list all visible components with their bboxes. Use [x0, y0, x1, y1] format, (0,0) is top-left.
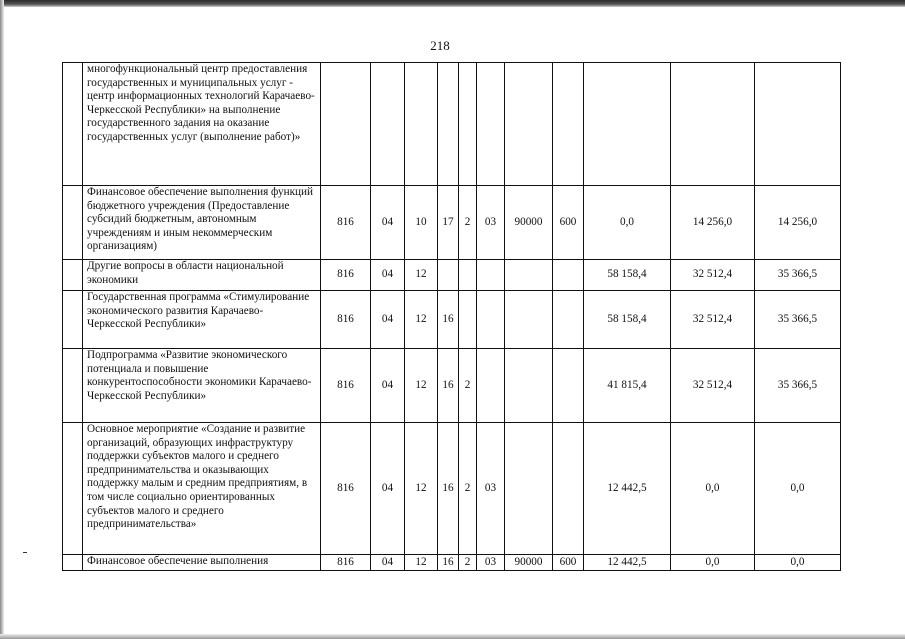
code-cell: 16 — [438, 555, 459, 571]
amount-cell: 14 256,0 — [671, 186, 755, 260]
amount-cell: 0,0 — [755, 555, 841, 571]
code-cell — [553, 291, 584, 349]
code-cell — [321, 63, 371, 186]
code-cell: 03 — [477, 555, 505, 571]
code-cell: 03 — [477, 423, 505, 555]
row-index-cell — [63, 63, 83, 186]
row-index-cell — [63, 423, 83, 555]
amount-cell — [584, 63, 671, 186]
code-cell: 04 — [371, 186, 405, 260]
code-cell — [505, 291, 553, 349]
scan-top-edge — [0, 0, 905, 7]
description-cell: Финансовое обеспечение выполнения — [83, 555, 321, 571]
amount-cell — [671, 63, 755, 186]
amount-cell: 32 512,4 — [671, 291, 755, 349]
code-cell: 16 — [438, 291, 459, 349]
code-cell: 04 — [371, 349, 405, 423]
code-cell — [477, 291, 505, 349]
code-cell: 16 — [438, 423, 459, 555]
code-cell: 04 — [371, 260, 405, 291]
code-cell: 12 — [405, 291, 438, 349]
scan-left-edge — [0, 0, 4, 639]
amount-cell: 0,0 — [755, 423, 841, 555]
page-number: 218 — [430, 38, 450, 53]
code-cell: 04 — [371, 555, 405, 571]
amount-cell: 12 442,5 — [584, 555, 671, 571]
amount-cell: 35 366,5 — [755, 260, 841, 291]
code-cell: 2 — [459, 423, 477, 555]
code-cell: 816 — [321, 349, 371, 423]
amount-cell: 35 366,5 — [755, 291, 841, 349]
table-row — [63, 63, 841, 186]
budget-table — [62, 62, 841, 571]
code-cell — [438, 63, 459, 186]
table-row — [63, 423, 841, 555]
code-cell: 04 — [371, 291, 405, 349]
description-cell: Другие вопросы в области национальной экономики — [83, 260, 321, 291]
code-cell: 2 — [459, 349, 477, 423]
code-cell: 90000 — [505, 555, 553, 571]
description-cell: Государственная программа «Стимулирование экономического развития Карачаево-Черкесской Республики» — [83, 291, 321, 349]
code-cell: 16 — [438, 349, 459, 423]
code-cell — [477, 63, 505, 186]
code-cell — [553, 349, 584, 423]
row-index-cell — [63, 186, 83, 260]
amount-cell — [755, 63, 841, 186]
code-cell: 816 — [321, 260, 371, 291]
code-cell: 03 — [477, 186, 505, 260]
scan-bottom-edge — [0, 634, 905, 639]
code-cell — [505, 63, 553, 186]
code-cell — [371, 63, 405, 186]
code-cell: 04 — [371, 423, 405, 555]
row-index-cell — [63, 349, 83, 423]
code-cell — [459, 63, 477, 186]
code-cell: 600 — [553, 186, 584, 260]
row-index-cell — [63, 260, 83, 291]
description-cell: Основное мероприятие «Создание и развитие организаций, образующих инфраструктуру поддержки субъектов малого и среднего предпринимательства и оказывающих поддержку малым и средним предприятиям, в том числе социально ориентированных субъектов малого и среднего предпринимательства» — [83, 423, 321, 555]
table-row — [63, 555, 841, 571]
row-index-cell — [63, 555, 83, 571]
code-cell: 90000 — [505, 186, 553, 260]
margin-mark — [23, 552, 27, 553]
code-cell: 600 — [553, 555, 584, 571]
code-cell — [505, 260, 553, 291]
code-cell: 816 — [321, 555, 371, 571]
amount-cell: 0,0 — [671, 423, 755, 555]
code-cell — [553, 423, 584, 555]
code-cell: 12 — [405, 423, 438, 555]
code-cell: 816 — [321, 423, 371, 555]
code-cell — [459, 291, 477, 349]
code-cell: 12 — [405, 555, 438, 571]
table-row — [63, 260, 841, 291]
amount-cell: 0,0 — [584, 186, 671, 260]
code-cell — [438, 260, 459, 291]
table-row — [63, 291, 841, 349]
code-cell: 17 — [438, 186, 459, 260]
code-cell — [505, 423, 553, 555]
code-cell — [405, 63, 438, 186]
code-cell: 2 — [459, 186, 477, 260]
table-row — [63, 186, 841, 260]
amount-cell: 58 158,4 — [584, 291, 671, 349]
description-cell: Подпрограмма «Развитие экономического потенциала и повышение конкурентоспособности экономики Карачаево-Черкесской Республики» — [83, 349, 321, 423]
description-cell: Финансовое обеспечение выполнения функций бюджетного учреждения (Предоставление субсидий бюджетным, автономным учреждениям и иным некоммерческим организациям) — [83, 186, 321, 260]
amount-cell: 32 512,4 — [671, 349, 755, 423]
amount-cell: 12 442,5 — [584, 423, 671, 555]
row-index-cell — [63, 291, 83, 349]
code-cell — [505, 349, 553, 423]
amount-cell: 32 512,4 — [671, 260, 755, 291]
code-cell: 12 — [405, 260, 438, 291]
code-cell: 816 — [321, 291, 371, 349]
amount-cell: 58 158,4 — [584, 260, 671, 291]
code-cell: 2 — [459, 555, 477, 571]
amount-cell: 41 815,4 — [584, 349, 671, 423]
code-cell: 12 — [405, 349, 438, 423]
code-cell — [477, 260, 505, 291]
code-cell: 10 — [405, 186, 438, 260]
code-cell — [459, 260, 477, 291]
table-row — [63, 349, 841, 423]
code-cell — [553, 63, 584, 186]
code-cell: 816 — [321, 186, 371, 260]
amount-cell: 35 366,5 — [755, 349, 841, 423]
amount-cell: 0,0 — [671, 555, 755, 571]
description-cell: многофункциональный центр предоставления государственных и муниципальных услуг - центр информационных технологий Карачаево-Черкесской Республики» на выполнение государственного задания на оказание государственных услуг (выполнение работ)» — [83, 63, 321, 186]
code-cell — [553, 260, 584, 291]
code-cell — [477, 349, 505, 423]
amount-cell: 14 256,0 — [755, 186, 841, 260]
